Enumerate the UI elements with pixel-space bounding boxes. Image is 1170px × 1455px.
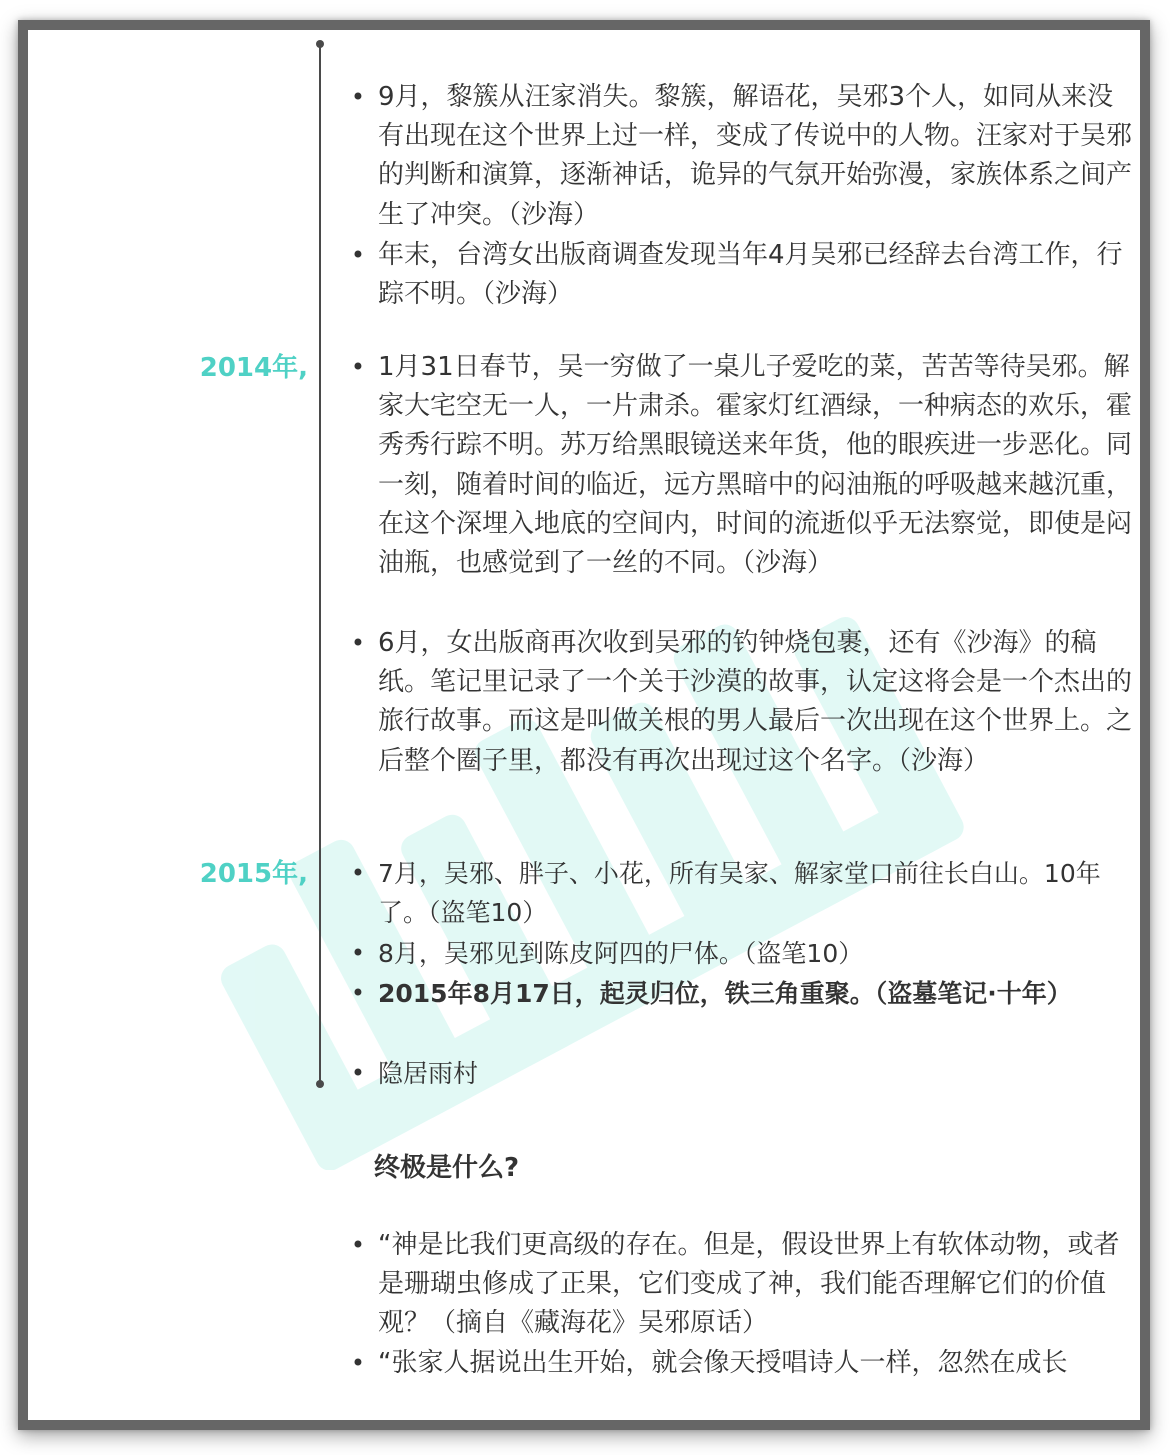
entry-text: 隐居雨村 xyxy=(378,1059,479,1088)
year-label-2014: 2014年, xyxy=(199,353,308,383)
timeline-entry-highlight xyxy=(348,974,1138,1013)
bullet-icon: • xyxy=(350,1349,366,1377)
bullet-icon: • xyxy=(350,83,366,111)
photo-frame xyxy=(18,20,1150,1430)
bullet-icon: • xyxy=(350,241,366,269)
bullet-icon: • xyxy=(350,939,366,967)
entry-text: 6月，女出版商再次收到吴邪的钓钟烧包裹，还有《沙海》的稿纸。笔记里记录了一个关于沙漠的故事，认定这将会是一个杰出的旅行故事。而这是叫做关根的男人最后一次出现在这个世界上。之后整个圈子里，都没有再次出现过这个名字。（沙海） xyxy=(378,628,1133,776)
timeline-line xyxy=(319,44,321,1086)
timeline-dot-bottom xyxy=(316,1080,324,1088)
entry-text: 1月31日春节，吴一穷做了一桌儿子爱吃的菜，苦苦等待吴邪。解家大宅空无一人，一片肃杀。霍家灯红酒绿，一种病态的欢乐，霍秀秀行踪不明。苏万给黑眼镜送来年货，他的眼疾进一步恶化。同一刻，随着时间的临近，远方黑暗中的闷油瓶的呼吸越来越沉重，在这个深埋入地底的空间内，时间的流逝似乎无法察觉，即使是闷油瓶，也感觉到了一丝的不同。（沙海） xyxy=(378,352,1133,579)
bullet-icon: • xyxy=(350,353,366,381)
timeline-entry xyxy=(348,624,1138,781)
quote-item xyxy=(348,1344,1138,1383)
section-heading: 终极是什么? xyxy=(374,1153,520,1183)
timeline-entry xyxy=(348,934,1138,973)
entry-text: 9月，黎簇从汪家消失。黎簇，解语花，吴邪3个人，如同从来没有出现在这个世界上过一样，变成了传说中的人物。汪家对于吴邪的判断和演算，逐渐神话，诡异的气氛开始弥漫，家族体系之间产生了冲突。（沙海） xyxy=(378,82,1133,230)
timeline-entry xyxy=(348,854,1138,932)
entry-text: 7月，吴邪、胖子、小花，所有吴家、解家堂口前往长白山。10年了。（盗笔10） xyxy=(378,859,1101,928)
timeline-entry xyxy=(348,78,1138,235)
year-label-2015: 2015年, xyxy=(199,859,308,889)
timeline-dot-top xyxy=(316,40,324,48)
bullet-icon: • xyxy=(350,1059,366,1087)
quote-text: “神是比我们更高级的存在。但是，假设世界上有软体动物，或者是珊瑚虫修成了正果，它们变成了神，我们能否理解它们的价值观？（摘自《藏海花》吴邪原话） xyxy=(378,1230,1120,1339)
quote-text: “张家人据说出生开始，就会像天授唱诗人一样，忽然在成长 xyxy=(378,1348,1068,1378)
entry-text: 8月，吴邪见到陈皮阿四的尸体。（盗笔10） xyxy=(378,939,864,968)
timeline-entry xyxy=(348,236,1138,314)
timeline-entry xyxy=(348,1054,1138,1093)
bullet-icon: • xyxy=(350,979,366,1007)
entry-text: 年末，台湾女出版商调查发现当年4月吴邪已经辞去台湾工作，行踪不明。（沙海） xyxy=(378,240,1123,310)
entry-text: 2015年8月17日，起灵归位，铁三角重聚。（盗墓笔记·十年） xyxy=(378,979,1072,1008)
quote-item xyxy=(348,1226,1138,1344)
bullet-icon: • xyxy=(350,1231,366,1259)
bullet-icon: • xyxy=(350,859,366,887)
timeline-entry xyxy=(348,348,1138,583)
bullet-icon: • xyxy=(350,629,366,657)
